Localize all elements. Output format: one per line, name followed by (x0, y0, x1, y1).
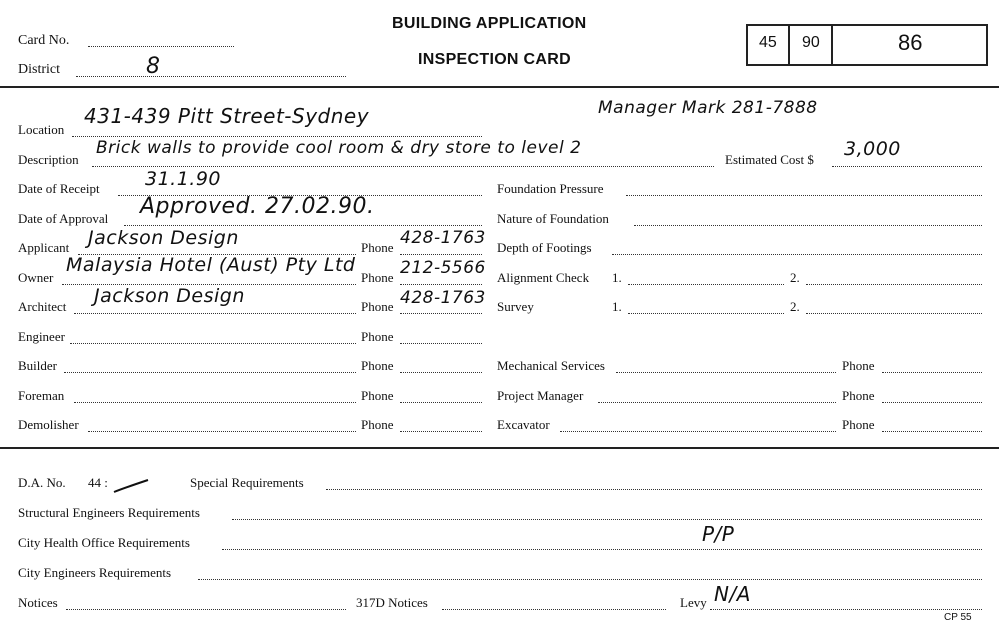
owner-phone-line (400, 284, 482, 285)
survey-num1: 1. (612, 299, 622, 314)
excavator-line (560, 431, 836, 432)
mechanical-phone-line (882, 372, 982, 373)
district-label: District (18, 62, 60, 77)
project-manager-label: Project Manager (497, 388, 584, 403)
foundation-pressure-line (626, 195, 982, 196)
notices-317d-line (442, 609, 666, 610)
excavator-label: Excavator (497, 417, 550, 432)
project-manager-phone-line (882, 402, 982, 403)
da-label: D.A. No. (18, 475, 66, 490)
applicant-phone: 428-1763 (400, 228, 486, 248)
card-no-line (88, 46, 234, 47)
alignment-num2: 2. (790, 270, 800, 285)
header-divider (0, 86, 999, 88)
alignment-label: Alignment Check (497, 270, 590, 285)
box-year: 90 (802, 34, 820, 51)
date-receipt-value: 31.1.90 (145, 168, 222, 190)
builder-phone-label: Phone (361, 358, 394, 373)
notices-label: Notices (18, 595, 58, 610)
estimated-cost-label: Estimated Cost $ (725, 152, 814, 167)
builder-line (64, 372, 356, 373)
notices-line (66, 609, 346, 610)
nature-foundation-label: Nature of Foundation (497, 211, 609, 226)
architect-phone-label: Phone (361, 299, 394, 314)
health-label: City Health Office Requirements (18, 535, 190, 550)
alignment-num1: 1. (612, 270, 622, 285)
survey-line1 (628, 313, 784, 314)
architect-line (74, 313, 356, 314)
description-value: Brick walls to provide cool room & dry store to level 2 (96, 138, 582, 158)
structural-label: Structural Engineers Requirements (18, 505, 200, 520)
date-approval-label: Date of Approval (18, 211, 109, 226)
location-line (72, 136, 482, 137)
notices-317d-label: 317D Notices (356, 595, 428, 610)
architect-phone-line (400, 313, 482, 314)
foreman-line (74, 402, 356, 403)
excavator-phone-label: Phone (842, 417, 875, 432)
location-value: 431-439 Pitt Street-Sydney (84, 104, 370, 128)
levy-line (710, 609, 982, 610)
title-line2: INSPECTION CARD (418, 51, 571, 68)
city-eng-line (198, 579, 982, 580)
applicant-value: Jackson Design (88, 227, 239, 249)
card-no-label: Card No. (18, 33, 70, 48)
builder-label: Builder (18, 358, 57, 373)
builder-phone-line (400, 372, 482, 373)
mechanical-phone-label: Phone (842, 358, 875, 373)
survey-label: Survey (497, 299, 534, 314)
owner-value: Malaysia Hotel (Aust) Pty Ltd (66, 254, 356, 276)
foundation-pressure-label: Foundation Pressure (497, 181, 604, 196)
title-line1: BUILDING APPLICATION (392, 15, 587, 32)
owner-phone-label: Phone (361, 270, 394, 285)
engineer-label: Engineer (18, 329, 65, 344)
district-value: 8 (146, 54, 161, 79)
engineer-line (70, 343, 356, 344)
estimated-cost-line (832, 166, 982, 167)
mechanical-line (616, 372, 836, 373)
date-receipt-label: Date of Receipt (18, 181, 100, 196)
survey-num2: 2. (790, 299, 800, 314)
section-divider (0, 447, 999, 449)
location-label: Location (18, 122, 65, 137)
health-line (222, 549, 982, 550)
manager-note: Manager Mark 281-7888 (598, 98, 818, 118)
form-code: CP 55 (944, 612, 972, 623)
levy-label: Levy (680, 595, 707, 610)
engineer-phone-label: Phone (361, 329, 394, 344)
da-value: 44 : (88, 475, 108, 490)
applicant-phone-label: Phone (361, 240, 394, 255)
city-eng-label: City Engineers Requirements (18, 565, 172, 580)
box-divider-1 (788, 26, 790, 64)
architect-phone: 428-1763 (400, 288, 486, 308)
nature-foundation-line (634, 225, 982, 226)
box-divider-2 (831, 26, 833, 64)
date-approval-line (124, 225, 482, 226)
demolisher-phone-line (400, 431, 482, 432)
project-manager-line (598, 402, 836, 403)
demolisher-phone-label: Phone (361, 417, 394, 432)
depth-footings-label: Depth of Footings (497, 240, 592, 255)
project-manager-phone-label: Phone (842, 388, 875, 403)
description-label: Description (18, 152, 79, 167)
special-label: Special Requirements (190, 475, 304, 490)
owner-label: Owner (18, 270, 54, 285)
applicant-phone-line (400, 254, 482, 255)
survey-line2 (806, 313, 982, 314)
foreman-phone-label: Phone (361, 388, 394, 403)
box-number: 86 (898, 30, 923, 55)
alignment-line2 (806, 284, 982, 285)
depth-footings-line (612, 254, 982, 255)
structural-line (232, 519, 982, 520)
description-line (92, 166, 714, 167)
alignment-line1 (628, 284, 784, 285)
demolisher-line (88, 431, 356, 432)
da-tick-mark (112, 476, 152, 496)
box-year-prefix: 45 (759, 34, 777, 51)
owner-phone: 212-5566 (400, 258, 486, 278)
applicant-label: Applicant (18, 240, 70, 255)
foreman-label: Foreman (18, 388, 65, 403)
estimated-cost-value: 3,000 (844, 138, 901, 160)
reference-box (746, 24, 988, 66)
architect-value: Jackson Design (94, 285, 245, 307)
levy-value: N/A (714, 582, 751, 606)
architect-label: Architect (18, 299, 67, 314)
district-line (76, 76, 346, 77)
health-value: P/P (702, 522, 735, 546)
special-line (326, 489, 982, 490)
demolisher-label: Demolisher (18, 417, 79, 432)
date-approval-value: Approved. 27.02.90. (140, 194, 375, 219)
mechanical-label: Mechanical Services (497, 358, 605, 373)
foreman-phone-line (400, 402, 482, 403)
engineer-phone-line (400, 343, 482, 344)
excavator-phone-line (882, 431, 982, 432)
